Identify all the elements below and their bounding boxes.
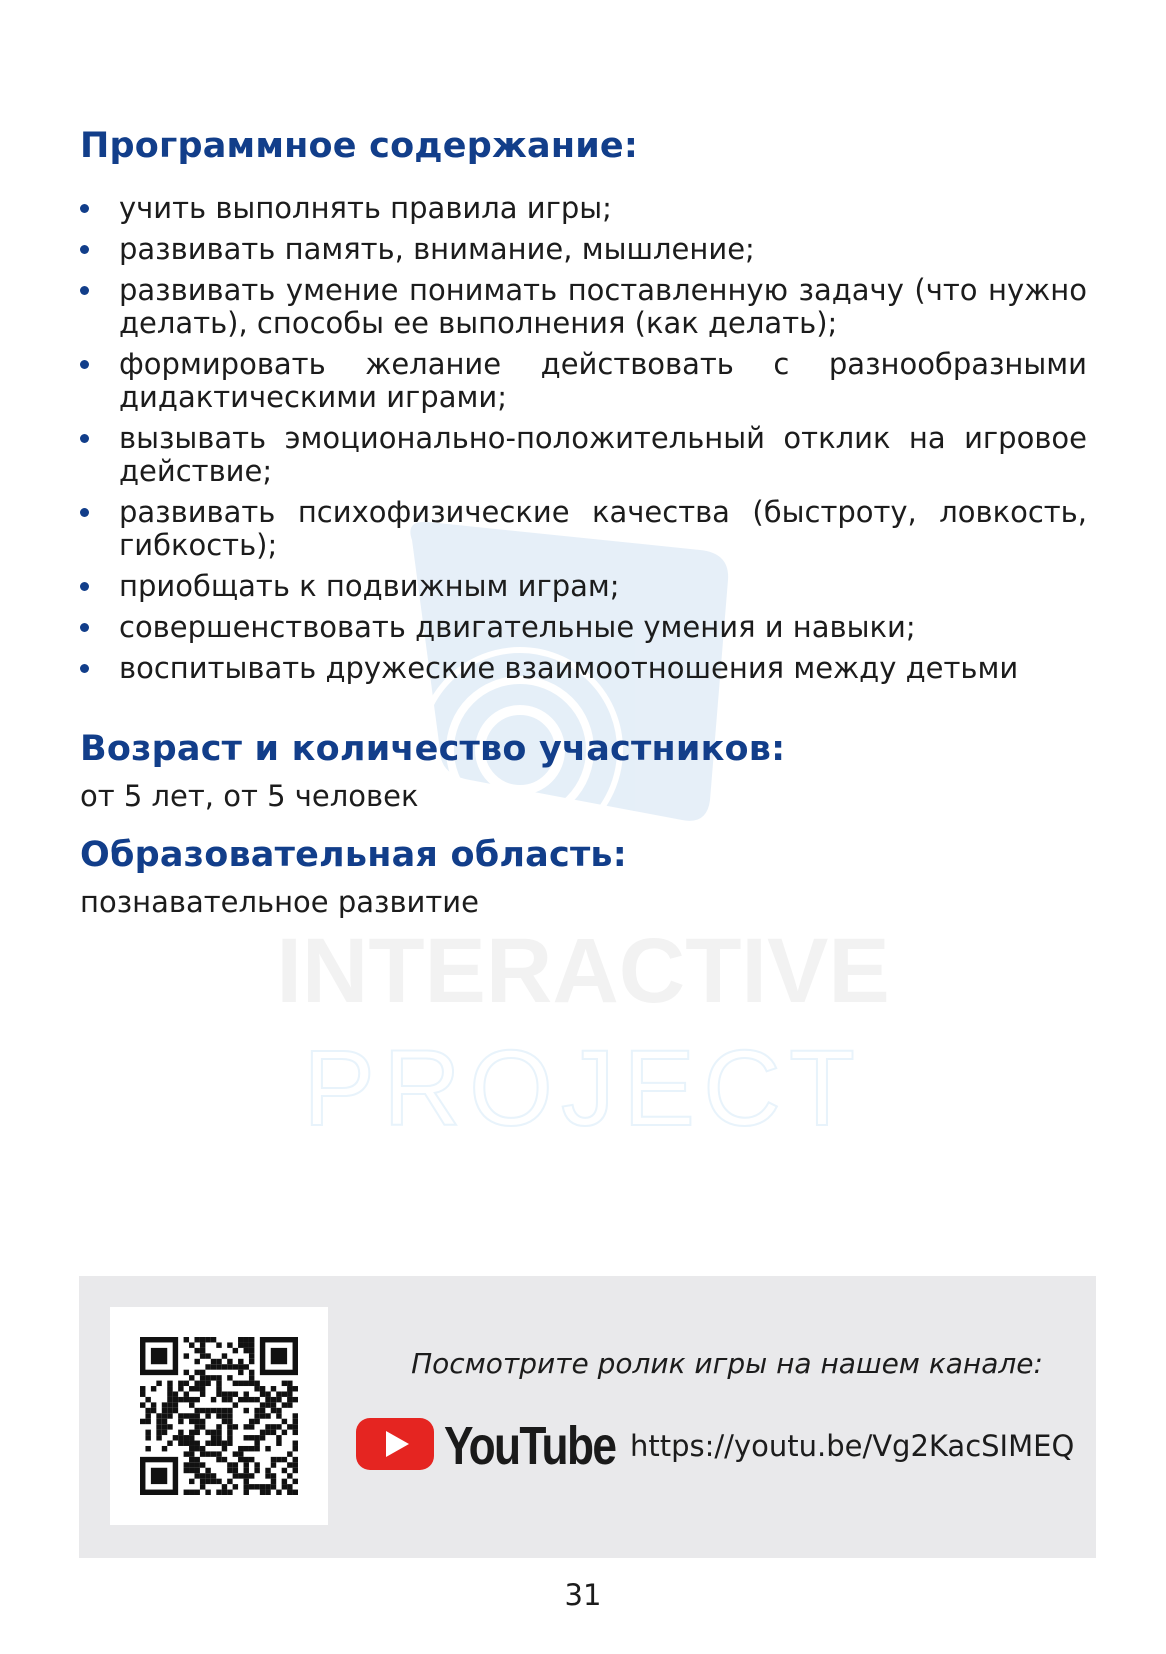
- age-heading: Возраст и количество участников:: [80, 729, 786, 769]
- list-item-text: формировать желание действовать с разнообразными дидактическими играми;: [119, 347, 1087, 414]
- list-item: [80, 422, 1087, 488]
- bullet-dot: [80, 623, 89, 632]
- list-item: [80, 570, 1087, 603]
- qr-code-box[interactable]: [110, 1307, 328, 1525]
- page-number: 31: [564, 1578, 602, 1612]
- bullet-dot: [80, 360, 89, 369]
- bullet-dot: [80, 204, 89, 213]
- program-list: [80, 192, 1087, 693]
- list-item-text: вызывать эмоционально-положительный отклик на игровое действие;: [119, 421, 1087, 488]
- list-item: [80, 348, 1087, 414]
- qr-code-icon[interactable]: [140, 1337, 298, 1495]
- list-item: [80, 192, 1087, 225]
- list-item: [80, 496, 1087, 562]
- watermark-line-2: PROJECT: [302, 1027, 864, 1148]
- bullet-dot: [80, 434, 89, 443]
- area-value: познавательное развитие: [80, 885, 479, 919]
- bullet-dot: [80, 508, 89, 517]
- list-item: [80, 611, 1087, 644]
- list-item-text: развивать умение понимать поставленную задачу (что нужно делать), способы ее выполнения (как делать);: [119, 273, 1087, 340]
- list-item-text: учить выполнять правила игры;: [119, 191, 612, 225]
- youtube-link[interactable]: https://youtu.be/Vg2KacSIMEQ: [630, 1429, 1075, 1463]
- bullet-dot: [80, 245, 89, 254]
- program-heading: Программное содержание:: [80, 126, 639, 166]
- area-heading: Образовательная область:: [80, 835, 627, 875]
- bullet-dot: [80, 286, 89, 295]
- list-item: [80, 233, 1087, 266]
- list-item-text: приобщать к подвижным играм;: [119, 569, 620, 603]
- list-item-text: воспитывать дружеские взаимоотношения между детьми: [119, 651, 1019, 685]
- list-item: [80, 274, 1087, 340]
- list-item-text: совершенствовать двигательные умения и навыки;: [119, 610, 916, 644]
- list-item: [80, 652, 1087, 685]
- list-item-text: развивать память, внимание, мышление;: [119, 232, 755, 266]
- video-panel: [79, 1276, 1096, 1558]
- video-prompt: Посмотрите ролик игры на нашем канале:: [411, 1347, 1043, 1380]
- youtube-play-icon[interactable]: [356, 1416, 434, 1472]
- youtube-wordmark[interactable]: YouTube: [444, 1416, 616, 1476]
- list-item-text: развивать психофизические качества (быстроту, ловкость, гибкость);: [119, 495, 1087, 562]
- bullet-dot: [80, 582, 89, 591]
- watermark-line-1: INTERACTIVE: [276, 920, 890, 1022]
- bullet-dot: [80, 664, 89, 673]
- age-value: от 5 лет, от 5 человек: [80, 779, 419, 813]
